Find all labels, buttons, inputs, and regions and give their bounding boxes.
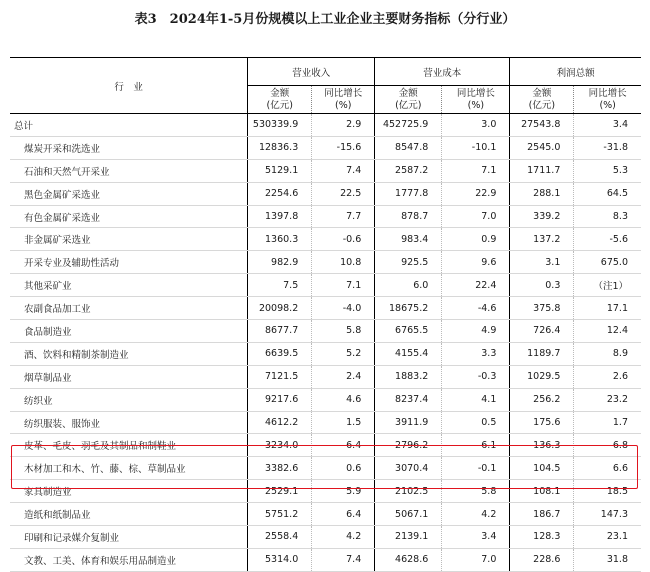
revenue-growth-cell: 6.4 bbox=[312, 503, 375, 526]
revenue-amount-cell: 9217.6 bbox=[248, 388, 312, 411]
table-body bbox=[10, 114, 641, 572]
industry-name-cell: 黑色金属矿采选业 bbox=[10, 182, 248, 205]
industry-row bbox=[10, 503, 641, 526]
profit-growth-cell: 23.2 bbox=[574, 388, 641, 411]
total-row bbox=[10, 114, 641, 137]
cost-amount-cell: 2796.2 bbox=[375, 434, 442, 457]
industry-row bbox=[10, 365, 641, 388]
industry-name-cell: 酒、饮料和精制茶制造业 bbox=[10, 342, 248, 365]
revenue-amount-cell: 2558.4 bbox=[248, 526, 312, 549]
revenue-growth-cell: 2.4 bbox=[312, 365, 375, 388]
revenue-growth-cell: -0.6 bbox=[312, 228, 375, 251]
profit-amount-cell: 104.5 bbox=[510, 457, 574, 480]
cost-amount-cell: 1777.8 bbox=[375, 182, 442, 205]
revenue-amount-cell: 20098.2 bbox=[248, 297, 312, 320]
cost-growth-cell: 0.9 bbox=[442, 228, 510, 251]
industry-row bbox=[10, 480, 641, 503]
cost-growth-cell: -0.3 bbox=[442, 365, 510, 388]
revenue-amount-cell: 12836.3 bbox=[248, 136, 312, 159]
revenue-growth-cell: 7.7 bbox=[312, 205, 375, 228]
cost-growth-cell: 0.5 bbox=[442, 411, 510, 434]
profit-amount-cell: 726.4 bbox=[510, 320, 574, 343]
industry-name-cell: 开采专业及辅助性活动 bbox=[10, 251, 248, 274]
industry-name-cell: 烟草制品业 bbox=[10, 365, 248, 388]
industry-row bbox=[10, 526, 641, 549]
revenue-growth-cell: 5.8 bbox=[312, 320, 375, 343]
revenue-amount-cell: 5751.2 bbox=[248, 503, 312, 526]
profit-amount-cell: 1029.5 bbox=[510, 365, 574, 388]
profit-growth-cell: -31.8 bbox=[574, 136, 641, 159]
cost-amount-cell: 2139.1 bbox=[375, 526, 442, 549]
industry-name-cell: 农副食品加工业 bbox=[10, 297, 248, 320]
revenue-amount-cell: 982.9 bbox=[248, 251, 312, 274]
industry-row bbox=[10, 548, 641, 571]
revenue-amount-cell: 5314.0 bbox=[248, 548, 312, 571]
profit-amount-cell: 128.3 bbox=[510, 526, 574, 549]
cost-growth-cell: 5.8 bbox=[442, 480, 510, 503]
profit-growth-cell: 3.4 bbox=[574, 114, 641, 137]
table-title: 表3 2024年1-5月份规模以上工业企业主要财务指标（分行业） bbox=[134, 12, 516, 27]
header-cost-amount: 金额 (亿元) bbox=[375, 86, 442, 114]
revenue-growth-cell: 1.5 bbox=[312, 411, 375, 434]
profit-amount-cell: 186.7 bbox=[510, 503, 574, 526]
profit-growth-cell: 64.5 bbox=[574, 182, 641, 205]
industry-name-cell: 总计 bbox=[10, 114, 248, 137]
cost-growth-cell: 4.1 bbox=[442, 388, 510, 411]
profit-growth-cell: 147.3 bbox=[574, 503, 641, 526]
cost-amount-cell: 8547.8 bbox=[375, 136, 442, 159]
profit-growth-cell: 675.0 bbox=[574, 251, 641, 274]
profit-growth-cell: -5.6 bbox=[574, 228, 641, 251]
profit-amount-cell: 27543.8 bbox=[510, 114, 574, 137]
revenue-amount-cell: 2529.1 bbox=[248, 480, 312, 503]
header-revenue-amount: 金额 (亿元) bbox=[248, 86, 312, 114]
profit-growth-cell: 6.8 bbox=[574, 434, 641, 457]
cost-amount-cell: 4628.6 bbox=[375, 548, 442, 571]
profit-amount-cell: 3.1 bbox=[510, 251, 574, 274]
profit-amount-cell: 2545.0 bbox=[510, 136, 574, 159]
profit-amount-cell: 375.8 bbox=[510, 297, 574, 320]
industry-name-cell: 有色金属矿采选业 bbox=[10, 205, 248, 228]
cost-growth-cell: 3.3 bbox=[442, 342, 510, 365]
industry-row bbox=[10, 320, 641, 343]
cost-amount-cell: 4155.4 bbox=[375, 342, 442, 365]
revenue-growth-cell: 0.6 bbox=[312, 457, 375, 480]
cost-amount-cell: 6765.5 bbox=[375, 320, 442, 343]
profit-amount-cell: 288.1 bbox=[510, 182, 574, 205]
revenue-growth-cell: 6.4 bbox=[312, 434, 375, 457]
industry-row bbox=[10, 411, 641, 434]
profit-growth-cell: 23.1 bbox=[574, 526, 641, 549]
profit-amount-cell: 256.2 bbox=[510, 388, 574, 411]
header-profit-amount: 金额 (亿元) bbox=[510, 86, 574, 114]
industry-name-cell: 木材加工和木、竹、藤、棕、草制品业 bbox=[10, 457, 248, 480]
industry-row bbox=[10, 342, 641, 365]
industry-row bbox=[10, 228, 641, 251]
industry-name-cell: 非金属矿采选业 bbox=[10, 228, 248, 251]
industry-row bbox=[10, 297, 641, 320]
header-cost: 营业成本 bbox=[375, 58, 510, 86]
industry-row bbox=[10, 182, 641, 205]
profit-growth-cell: 31.8 bbox=[574, 548, 641, 571]
profit-amount-cell: 228.6 bbox=[510, 548, 574, 571]
cost-growth-cell: 7.0 bbox=[442, 548, 510, 571]
revenue-amount-cell: 3234.0 bbox=[248, 434, 312, 457]
revenue-amount-cell: 7.5 bbox=[248, 274, 312, 297]
cost-growth-cell: 6.1 bbox=[442, 434, 510, 457]
cost-growth-cell: 7.1 bbox=[442, 159, 510, 182]
industry-name-cell: 印刷和记录媒介复制业 bbox=[10, 526, 248, 549]
revenue-growth-cell: 7.1 bbox=[312, 274, 375, 297]
revenue-growth-cell: -15.6 bbox=[312, 136, 375, 159]
profit-growth-cell: 18.5 bbox=[574, 480, 641, 503]
revenue-amount-cell: 530339.9 bbox=[248, 114, 312, 137]
revenue-amount-cell: 1397.8 bbox=[248, 205, 312, 228]
cost-growth-cell: 22.9 bbox=[442, 182, 510, 205]
revenue-amount-cell: 5129.1 bbox=[248, 159, 312, 182]
industry-row bbox=[10, 251, 641, 274]
industry-row bbox=[10, 388, 641, 411]
header-revenue: 营业收入 bbox=[248, 58, 375, 86]
profit-amount-cell: 1189.7 bbox=[510, 342, 574, 365]
revenue-growth-cell: 5.2 bbox=[312, 342, 375, 365]
profit-growth-cell: 8.3 bbox=[574, 205, 641, 228]
revenue-growth-cell: 7.4 bbox=[312, 159, 375, 182]
cost-amount-cell: 5067.1 bbox=[375, 503, 442, 526]
industry-name-cell: 煤炭开采和洗选业 bbox=[10, 136, 248, 159]
revenue-amount-cell: 2254.6 bbox=[248, 182, 312, 205]
revenue-amount-cell: 6639.5 bbox=[248, 342, 312, 365]
profit-amount-cell: 137.2 bbox=[510, 228, 574, 251]
industry-name-cell: 文教、工美、体育和娱乐用品制造业 bbox=[10, 548, 248, 571]
industry-row bbox=[10, 457, 641, 480]
industry-name-cell: 纺织业 bbox=[10, 388, 248, 411]
revenue-amount-cell: 4612.2 bbox=[248, 411, 312, 434]
cost-growth-cell: -10.1 bbox=[442, 136, 510, 159]
financial-indicators-table bbox=[10, 57, 641, 572]
profit-growth-cell: 8.9 bbox=[574, 342, 641, 365]
revenue-amount-cell: 8677.7 bbox=[248, 320, 312, 343]
cost-amount-cell: 452725.9 bbox=[375, 114, 442, 137]
cost-amount-cell: 2587.2 bbox=[375, 159, 442, 182]
industry-name-cell: 石油和天然气开采业 bbox=[10, 159, 248, 182]
cost-amount-cell: 3070.4 bbox=[375, 457, 442, 480]
profit-growth-cell: （注1） bbox=[574, 274, 641, 297]
industry-name-cell: 家具制造业 bbox=[10, 480, 248, 503]
profit-growth-cell: 2.6 bbox=[574, 365, 641, 388]
industry-row bbox=[10, 159, 641, 182]
cost-growth-cell: 4.9 bbox=[442, 320, 510, 343]
header-revenue-growth: 同比增长 (%) bbox=[312, 86, 375, 114]
cost-amount-cell: 2102.5 bbox=[375, 480, 442, 503]
industry-name-cell: 纺织服装、服饰业 bbox=[10, 411, 248, 434]
cost-growth-cell: 4.2 bbox=[442, 503, 510, 526]
profit-growth-cell: 6.6 bbox=[574, 457, 641, 480]
cost-amount-cell: 983.4 bbox=[375, 228, 442, 251]
revenue-growth-cell: 22.5 bbox=[312, 182, 375, 205]
revenue-growth-cell: 4.2 bbox=[312, 526, 375, 549]
cost-growth-cell: 9.6 bbox=[442, 251, 510, 274]
revenue-growth-cell: 2.9 bbox=[312, 114, 375, 137]
revenue-amount-cell: 3382.6 bbox=[248, 457, 312, 480]
cost-amount-cell: 18675.2 bbox=[375, 297, 442, 320]
revenue-growth-cell: 4.6 bbox=[312, 388, 375, 411]
cost-amount-cell: 878.7 bbox=[375, 205, 442, 228]
profit-growth-cell: 5.3 bbox=[574, 159, 641, 182]
revenue-growth-cell: -4.0 bbox=[312, 297, 375, 320]
header-industry: 行 业 bbox=[10, 58, 248, 114]
profit-amount-cell: 108.1 bbox=[510, 480, 574, 503]
cost-amount-cell: 8237.4 bbox=[375, 388, 442, 411]
revenue-amount-cell: 7121.5 bbox=[248, 365, 312, 388]
industry-name-cell: 其他采矿业 bbox=[10, 274, 248, 297]
cost-growth-cell: 3.0 bbox=[442, 114, 510, 137]
industry-name-cell: 食品制造业 bbox=[10, 320, 248, 343]
profit-growth-cell: 1.7 bbox=[574, 411, 641, 434]
cost-growth-cell: 3.4 bbox=[442, 526, 510, 549]
industry-row bbox=[10, 274, 641, 297]
cost-growth-cell: 22.4 bbox=[442, 274, 510, 297]
revenue-growth-cell: 7.4 bbox=[312, 548, 375, 571]
cost-amount-cell: 1883.2 bbox=[375, 365, 442, 388]
header-profit-growth: 同比增长 (%) bbox=[574, 86, 641, 114]
cost-growth-cell: 7.0 bbox=[442, 205, 510, 228]
header-profit: 利润总额 bbox=[510, 58, 641, 86]
cost-amount-cell: 6.0 bbox=[375, 274, 442, 297]
profit-amount-cell: 1711.7 bbox=[510, 159, 574, 182]
cost-amount-cell: 3911.9 bbox=[375, 411, 442, 434]
cost-amount-cell: 925.5 bbox=[375, 251, 442, 274]
revenue-growth-cell: 5.9 bbox=[312, 480, 375, 503]
industry-name-cell: 造纸和纸制品业 bbox=[10, 503, 248, 526]
industry-row bbox=[10, 434, 641, 457]
industry-row bbox=[10, 136, 641, 159]
header-cost-growth: 同比增长 (%) bbox=[442, 86, 510, 114]
profit-amount-cell: 136.3 bbox=[510, 434, 574, 457]
revenue-amount-cell: 1360.3 bbox=[248, 228, 312, 251]
profit-growth-cell: 12.4 bbox=[574, 320, 641, 343]
profit-amount-cell: 175.6 bbox=[510, 411, 574, 434]
profit-amount-cell: 0.3 bbox=[510, 274, 574, 297]
cost-growth-cell: -4.6 bbox=[442, 297, 510, 320]
profit-amount-cell: 339.2 bbox=[510, 205, 574, 228]
profit-growth-cell: 17.1 bbox=[574, 297, 641, 320]
industry-name-cell: 皮革、毛皮、羽毛及其制品和制鞋业 bbox=[10, 434, 248, 457]
revenue-growth-cell: 10.8 bbox=[312, 251, 375, 274]
cost-growth-cell: -0.1 bbox=[442, 457, 510, 480]
industry-row bbox=[10, 205, 641, 228]
